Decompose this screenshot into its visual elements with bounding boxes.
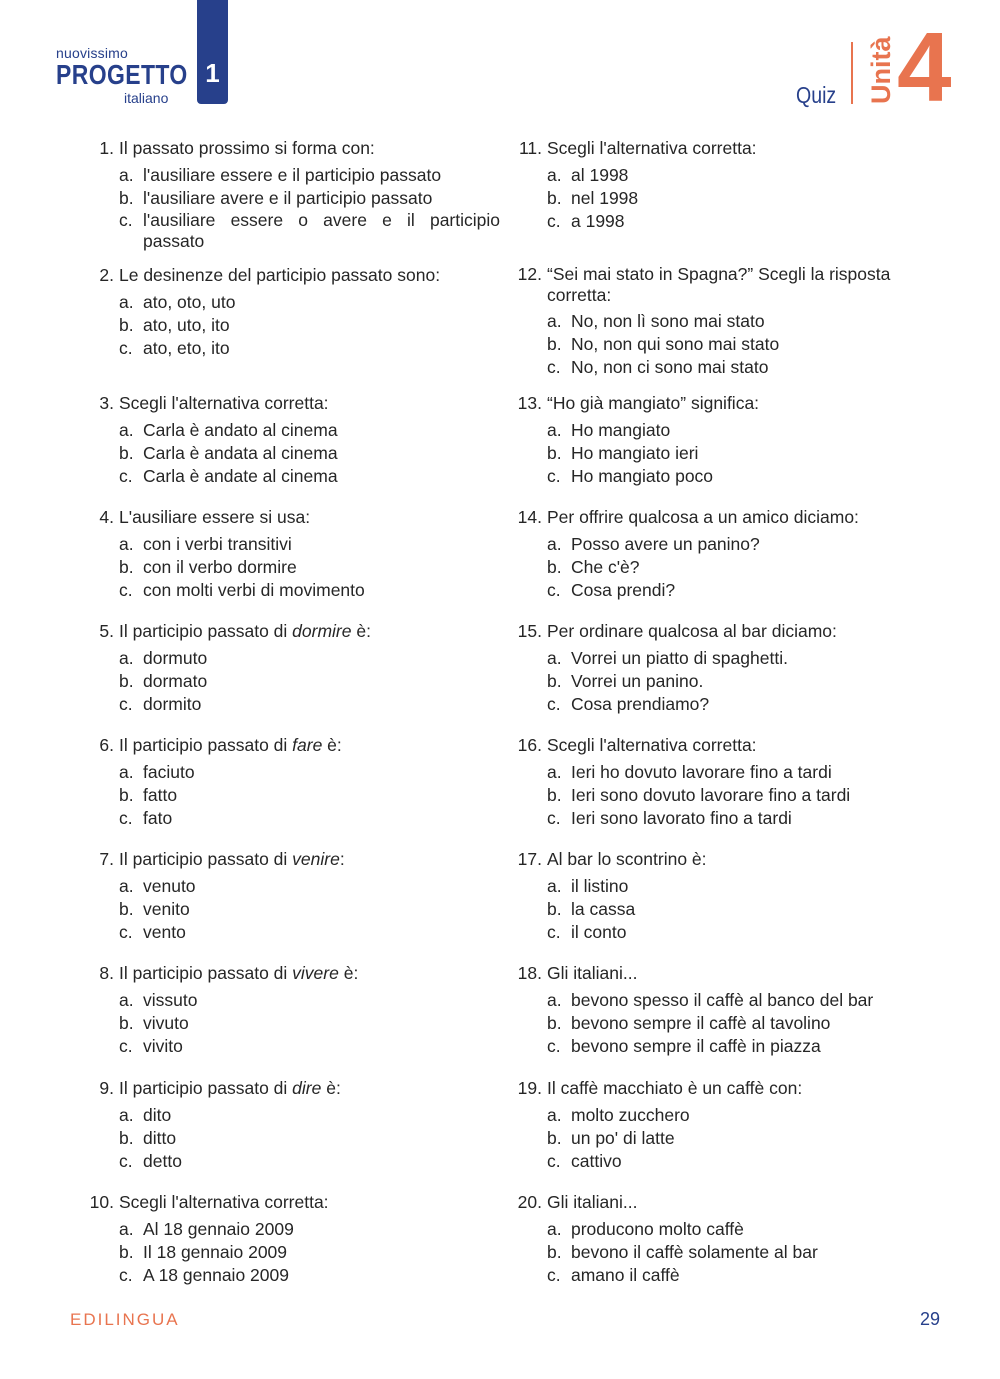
option-text: vivito — [143, 1036, 183, 1056]
option-text: con il verbo dormire — [143, 557, 297, 577]
page-number: 29 — [920, 1309, 941, 1329]
option-letter: b. — [119, 671, 134, 691]
stem-prefix: Il participio passato di — [119, 621, 293, 641]
option-letter: b. — [119, 1128, 134, 1148]
option-letter: c. — [547, 466, 561, 486]
option-letter: a. — [547, 534, 562, 554]
question-4 — [84, 506, 500, 602]
question-15 — [512, 620, 912, 716]
option-c[interactable] — [119, 337, 500, 360]
option-b[interactable] — [119, 556, 500, 579]
option-a[interactable] — [119, 1104, 500, 1127]
option-c[interactable] — [119, 807, 500, 830]
option-letter: a. — [547, 311, 562, 331]
option-b[interactable] — [547, 187, 912, 210]
option-letter: b. — [547, 1013, 562, 1033]
option-b[interactable] — [547, 442, 912, 465]
header-divider — [851, 42, 853, 104]
option-text: il conto — [571, 922, 627, 942]
option-letter: c. — [547, 1036, 561, 1056]
question-number: 19. — [517, 1078, 542, 1098]
stem-verb: dormire — [292, 621, 352, 641]
option-c[interactable] — [547, 1264, 912, 1287]
option-text: Ho mangiato — [571, 420, 671, 440]
option-letter: a. — [547, 762, 562, 782]
option-text: A 18 gennaio 2009 — [143, 1265, 289, 1285]
option-letter: c. — [547, 922, 561, 942]
question-text: “Ho già mangiato” significa: — [547, 393, 760, 413]
option-c[interactable] — [547, 693, 912, 716]
option-text: con molti verbi di movimento — [143, 580, 365, 600]
option-text: Carla è andato al cinema — [143, 420, 338, 440]
option-c[interactable] — [547, 579, 912, 602]
question-text: Gli italiani... — [547, 963, 638, 983]
option-text: fatto — [143, 785, 178, 805]
option-text: ato, uto, ito — [143, 315, 230, 335]
question-text: Per ordinare qualcosa al bar diciamo: — [547, 621, 837, 641]
option-letter: b. — [547, 785, 562, 805]
stem-prefix: Il participio passato di — [119, 849, 293, 869]
option-letter: b. — [119, 785, 134, 805]
option-a[interactable] — [547, 310, 912, 333]
option-a[interactable] — [547, 419, 912, 442]
question-text: “Sei mai stato in Spagna?” Scegli la risposta corretta: — [547, 264, 891, 305]
option-letter: a. — [547, 165, 562, 185]
unit-number: 4 — [897, 12, 952, 122]
option-text: dormato — [143, 671, 208, 691]
logo-line-progetto: PROGETTO — [56, 59, 188, 90]
question-number: 14. — [517, 507, 542, 527]
question-text: Scegli l'alternativa corretta: — [547, 735, 757, 755]
option-text: Che c'è? — [571, 557, 640, 577]
option-a[interactable] — [547, 164, 912, 187]
question-number: 7. — [99, 849, 114, 869]
option-text: Ieri ho dovuto lavorare fino a tardi — [571, 762, 832, 782]
option-text: l'ausiliare essere e il participio passato — [143, 165, 442, 185]
option-letter: b. — [119, 315, 134, 335]
option-a[interactable] — [119, 533, 500, 556]
option-text: il listino — [571, 876, 629, 896]
question-number: 10. — [89, 1192, 114, 1212]
option-b[interactable] — [119, 314, 500, 337]
option-b[interactable] — [119, 442, 500, 465]
option-b[interactable] — [547, 898, 912, 921]
question-number: 2. — [99, 265, 114, 285]
question-text: Scegli l'alternativa corretta: — [547, 138, 757, 158]
question-text: L'ausiliare essere si usa: — [119, 507, 311, 527]
option-letter: c. — [547, 1265, 561, 1285]
question-7 — [84, 848, 500, 944]
option-a[interactable] — [547, 1104, 912, 1127]
option-text: No, non ci sono mai stato — [571, 357, 769, 377]
option-letter: a. — [547, 1219, 562, 1239]
option-letter: c. — [547, 1151, 561, 1171]
option-text: detto — [143, 1151, 182, 1171]
option-b[interactable] — [119, 1241, 500, 1264]
stem-verb: venire — [292, 849, 340, 869]
option-b[interactable] — [119, 898, 500, 921]
option-text: bevono spesso il caffè al banco del bar — [571, 990, 874, 1010]
option-text: a 1998 — [571, 211, 625, 231]
option-letter: b. — [119, 1013, 134, 1033]
question-text: Al bar lo scontrino è: — [547, 849, 707, 869]
option-c[interactable] — [119, 693, 500, 716]
question-number: 3. — [99, 393, 114, 413]
question-number: 15. — [517, 621, 542, 641]
option-c[interactable] — [547, 210, 912, 233]
option-c[interactable] — [547, 465, 912, 488]
option-letter: c. — [119, 338, 133, 358]
question-text: Il passato prossimo si forma con: — [119, 138, 375, 158]
option-a[interactable] — [547, 647, 912, 670]
option-b[interactable] — [547, 784, 912, 807]
option-letter: b. — [547, 1242, 562, 1262]
option-letter: c. — [119, 808, 133, 828]
option-a[interactable] — [547, 533, 912, 556]
option-text: con i verbi transitivi — [143, 534, 292, 554]
option-letter: b. — [119, 899, 134, 919]
option-letter: c. — [547, 808, 561, 828]
option-c[interactable] — [547, 1150, 912, 1173]
question-16 — [512, 734, 912, 830]
stem-suffix: è: — [322, 735, 342, 755]
option-text: No, non qui sono mai stato — [571, 334, 780, 354]
option-a[interactable] — [119, 164, 500, 187]
question-2 — [84, 264, 500, 360]
question-number: 11. — [518, 138, 542, 158]
option-text: vivuto — [143, 1013, 189, 1033]
option-a[interactable] — [547, 989, 912, 1012]
option-letter: c. — [119, 1151, 133, 1171]
option-letter: c. — [119, 210, 133, 230]
question-8 — [84, 962, 500, 1058]
option-a[interactable] — [119, 989, 500, 1012]
option-text: Ho mangiato poco — [571, 466, 714, 486]
question-13 — [512, 392, 912, 488]
option-letter: a. — [119, 534, 134, 554]
option-text: Ieri sono lavorato fino a tardi — [571, 808, 792, 828]
question-text — [119, 849, 345, 869]
option-letter: a. — [547, 990, 562, 1010]
question-text — [119, 735, 342, 755]
option-letter: b. — [119, 557, 134, 577]
option-c[interactable] — [119, 921, 500, 944]
option-b[interactable] — [547, 670, 912, 693]
question-12 — [512, 264, 912, 379]
option-text: l'ausiliare avere e il participio passato — [143, 188, 433, 208]
option-text: Ieri sono dovuto lavorare fino a tardi — [571, 785, 851, 805]
option-c[interactable] — [119, 1035, 500, 1058]
option-b[interactable] — [547, 556, 912, 579]
option-text: Vorrei un panino. — [571, 671, 704, 691]
option-text: venuto — [143, 876, 196, 896]
question-19 — [512, 1077, 912, 1173]
option-letter: a. — [119, 648, 134, 668]
option-text: l'ausiliare essere o avere e il participio passato — [143, 210, 500, 251]
question-number: 5. — [99, 621, 114, 641]
option-letter: b. — [119, 188, 134, 208]
option-text: ditto — [143, 1128, 177, 1148]
option-b[interactable] — [547, 1012, 912, 1035]
option-letter: a. — [119, 420, 134, 440]
unit-label: Unità — [866, 36, 896, 104]
option-text: nel 1998 — [571, 188, 639, 208]
option-b[interactable] — [547, 1241, 912, 1264]
question-text — [119, 621, 371, 641]
question-number: 12. — [517, 264, 542, 284]
question-text: Scegli l'alternativa corretta: — [119, 1192, 329, 1212]
option-text: No, non lì sono mai stato — [571, 311, 765, 331]
option-text: Carla è andata al cinema — [143, 443, 338, 463]
option-b[interactable] — [119, 1012, 500, 1035]
option-letter: c. — [547, 694, 561, 714]
question-17 — [512, 848, 912, 944]
option-letter: c. — [547, 211, 561, 231]
stem-verb: vivere — [292, 963, 339, 983]
stem-suffix: è: — [338, 963, 359, 983]
question-6 — [84, 734, 500, 830]
question-1 — [84, 137, 500, 252]
option-letter: c. — [119, 466, 133, 486]
stem-suffix: è: — [321, 1078, 341, 1098]
option-a[interactable] — [547, 1218, 912, 1241]
question-3 — [84, 392, 500, 488]
option-text: Carla è andate al cinema — [143, 466, 338, 486]
option-text: Il 18 gennaio 2009 — [143, 1242, 288, 1262]
option-text: bevono sempre il caffè al tavolino — [571, 1013, 831, 1033]
option-text: producono molto caffè — [571, 1219, 744, 1239]
question-9 — [84, 1077, 500, 1173]
option-text: vissuto — [143, 990, 198, 1010]
option-letter: c. — [547, 580, 561, 600]
option-letter: b. — [547, 334, 562, 354]
series-logo — [56, 45, 217, 106]
option-a[interactable] — [547, 761, 912, 784]
question-number: 13. — [517, 393, 542, 413]
stem-prefix: Il participio passato di — [119, 1078, 293, 1098]
option-c[interactable] — [547, 921, 912, 944]
option-c[interactable] — [547, 356, 912, 379]
option-text: Cosa prendi? — [571, 580, 676, 600]
option-letter: a. — [547, 1105, 562, 1125]
option-text: fato — [143, 808, 173, 828]
option-text: ato, eto, ito — [143, 338, 230, 358]
stem-verb: fare — [292, 735, 323, 755]
question-text: Le desinenze del participio passato sono: — [119, 265, 441, 285]
question-number: 8. — [99, 963, 114, 983]
option-letter: b. — [119, 1242, 134, 1262]
question-10 — [84, 1191, 500, 1287]
option-letter: b. — [547, 899, 562, 919]
option-text: molto zucchero — [571, 1105, 690, 1125]
option-letter: c. — [119, 580, 133, 600]
option-letter: c. — [547, 357, 561, 377]
question-11 — [512, 137, 912, 233]
option-c[interactable] — [119, 210, 500, 252]
option-text: Vorrei un piatto di spaghetti. — [571, 648, 788, 668]
option-text: dormito — [143, 694, 202, 714]
option-c[interactable] — [547, 1035, 912, 1058]
option-letter: b. — [119, 443, 134, 463]
option-text: venito — [143, 899, 190, 919]
question-text: Il caffè macchiato è un caffè con: — [547, 1078, 803, 1098]
option-text: Posso avere un panino? — [571, 534, 760, 554]
option-text: vento — [143, 922, 186, 942]
option-c[interactable] — [119, 579, 500, 602]
option-text: dito — [143, 1105, 172, 1125]
option-text: al 1998 — [571, 165, 629, 185]
option-text: Cosa prendiamo? — [571, 694, 710, 714]
option-letter: a. — [119, 1219, 134, 1239]
question-18 — [512, 962, 912, 1058]
question-text: Per offrire qualcosa a un amico diciamo: — [547, 507, 859, 527]
question-number: 1. — [99, 138, 114, 158]
option-text: cattivo — [571, 1151, 622, 1171]
option-c[interactable] — [119, 465, 500, 488]
option-a[interactable] — [119, 419, 500, 442]
question-number: 20. — [517, 1192, 542, 1212]
option-text: faciuto — [143, 762, 195, 782]
logo-line-italiano: italiano — [124, 90, 169, 106]
option-b[interactable] — [119, 784, 500, 807]
option-b[interactable] — [547, 333, 912, 356]
option-b[interactable] — [119, 670, 500, 693]
option-c[interactable] — [119, 1150, 500, 1173]
option-letter: a. — [547, 420, 562, 440]
stem-prefix: Il participio passato di — [119, 963, 293, 983]
option-letter: c. — [119, 1265, 133, 1285]
question-5 — [84, 620, 500, 716]
option-letter: b. — [547, 557, 562, 577]
option-letter: c. — [119, 694, 133, 714]
option-a[interactable] — [119, 647, 500, 670]
option-text: bevono il caffè solamente al bar — [571, 1242, 818, 1262]
option-letter: c. — [119, 922, 133, 942]
option-a[interactable] — [547, 875, 912, 898]
option-c[interactable] — [119, 1264, 500, 1287]
option-a[interactable] — [119, 761, 500, 784]
option-letter: b. — [547, 188, 562, 208]
option-text: amano il caffè — [571, 1265, 680, 1285]
question-text: Scegli l'alternativa corretta: — [119, 393, 329, 413]
publisher-logo: EDILINGUA — [70, 1310, 180, 1329]
stem-suffix: è: — [351, 621, 371, 641]
section-title: Quiz — [796, 82, 837, 108]
question-20 — [512, 1191, 912, 1287]
question-14 — [512, 506, 912, 602]
option-text: Al 18 gennaio 2009 — [143, 1219, 294, 1239]
option-a[interactable] — [119, 1218, 500, 1241]
option-a[interactable] — [119, 875, 500, 898]
option-text: la cassa — [571, 899, 636, 919]
option-letter: a. — [119, 165, 134, 185]
option-letter: a. — [119, 990, 134, 1010]
option-letter: b. — [547, 671, 562, 691]
option-b[interactable] — [119, 1127, 500, 1150]
option-text: un po' di latte — [571, 1128, 675, 1148]
option-letter: b. — [547, 443, 562, 463]
question-number: 4. — [99, 507, 114, 527]
question-number: 17. — [517, 849, 542, 869]
question-number: 6. — [99, 735, 114, 755]
option-letter: a. — [119, 762, 134, 782]
option-b[interactable] — [547, 1127, 912, 1150]
book-number-tab: 1 — [197, 0, 228, 104]
option-b[interactable] — [119, 187, 500, 210]
question-text — [119, 1078, 341, 1098]
question-text: Gli italiani... — [547, 1192, 638, 1212]
option-text: bevono sempre il caffè in piazza — [571, 1036, 821, 1056]
option-letter: a. — [547, 876, 562, 896]
option-text: ato, oto, uto — [143, 292, 236, 312]
option-text: dormuto — [143, 648, 208, 668]
option-letter: c. — [119, 1036, 133, 1056]
question-text — [119, 963, 358, 983]
option-a[interactable] — [119, 291, 500, 314]
question-number: 9. — [99, 1078, 114, 1098]
option-letter: a. — [119, 292, 134, 312]
option-letter: b. — [547, 1128, 562, 1148]
option-letter: a. — [119, 1105, 134, 1125]
logo-line-nuovissimo: nuovissimo — [56, 45, 129, 61]
stem-prefix: Il participio passato di — [119, 735, 293, 755]
question-number: 18. — [517, 963, 542, 983]
option-letter: a. — [119, 876, 134, 896]
option-text: Ho mangiato ieri — [571, 443, 699, 463]
option-c[interactable] — [547, 807, 912, 830]
stem-suffix: : — [339, 849, 345, 869]
question-number: 16. — [517, 735, 542, 755]
stem-verb: dire — [292, 1078, 322, 1098]
option-letter: a. — [547, 648, 562, 668]
